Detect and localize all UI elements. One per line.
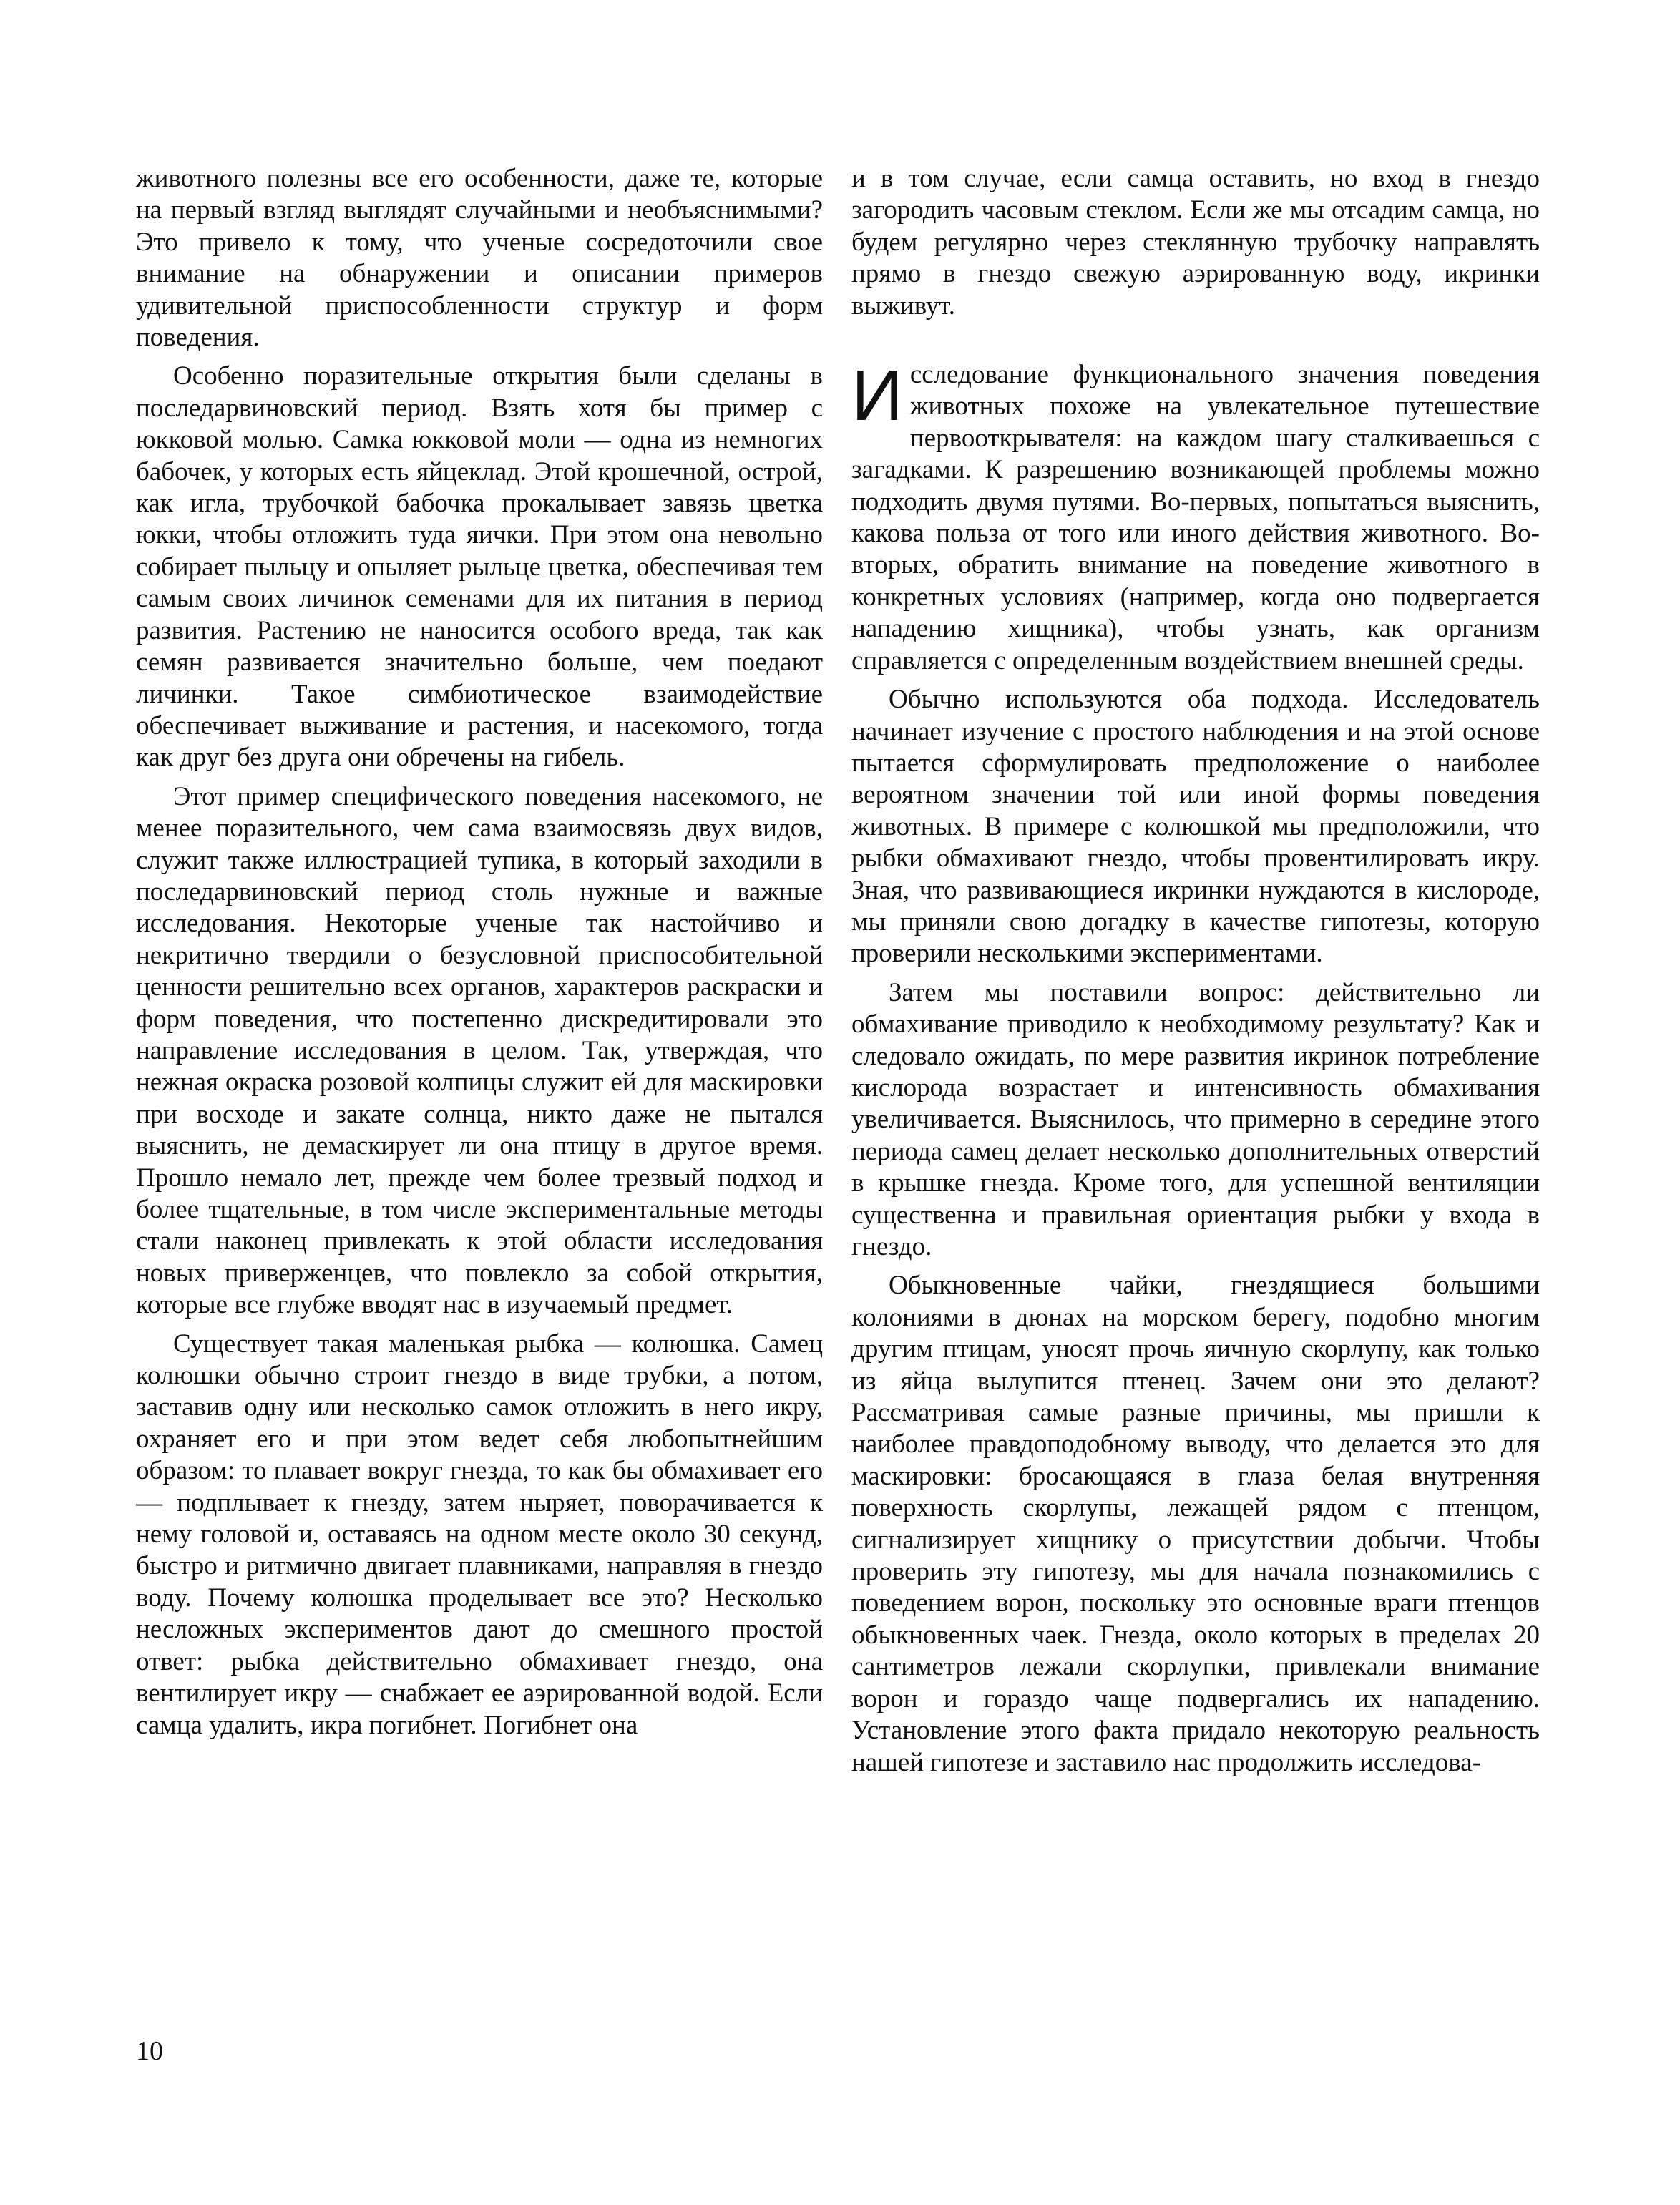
right-paragraph-1: Обычно используются оба подхода. Исследователь начинает изучение с простого наблюдения и на этой основе пытается сформулировать предположение о наиболее вероятном значении той или иной формы поведения животных. В примере с колюшкой мы предположили, что рыбки обмахивают гнездо, чтобы провентилировать икру. Зная, что развивающиеся икринки нуждаются в кислороде, мы приняли свою догадку в качестве гипотезы, которую проверили несколькими экспериментами. [851,685,1540,969]
section-start-text: сследование функционального значения поведения животных похоже на увлекательное путешествие первооткрывателя: на каждом шагу сталкиваешься с загадками. К разрешению возникающей проблемы можно подходить двумя путями. Во-первых, попытаться выяснить, какова польза от того или иного действия животного. Во-вторых, обратить внимание на поведение животного в конкретных условиях (например, когда оно подвергается нападению хищника), чтобы узнать, как организм справляется с определенным воздействием внешней среды. [851,360,1540,675]
left-paragraph-2: Особенно поразительные открытия были сделаны в последарвиновский период. Взять хотя бы пример с юкковой молью. Самка юкковой моли — одна из немногих бабочек, у которых есть яйцеклад. Этой крошечной, острой, как игла, трубочкой бабочка прокалывает завязь цветка юкки, чтобы отложить туда яички. При этом она невольно собирает пыльцу и опыляет рыльце цветка, обеспечивая тем самым своих личинок семенами для их питания в период развития. Растению не наносится особого вреда, так как семян развивается значительно больше, чем поедают личинки. Такое симбиотическое взаимодействие обеспечивает выживание и растения, и насекомого, тогда как друг без друга они обречены на гибель. [136,361,823,773]
page-number: 10 [136,2036,163,2066]
left-paragraph-4: Существует такая маленькая рыбка — колюшка. Самец колюшки обычно строит гнездо в виде трубки, а потом, заставив одну или несколько самок отложить в него икру, охраняет его и при этом ведет себя любопытнейшим образом: то плавает вокруг гнезда, то как бы обмахивает его — подплывает к гнезду, затем ныряет, поворачивается к нему головой и, оставаясь на одном месте около 30 секунд, быстро и ритмично двигает плавниками, направляя в гнездо воду. Почему колюшка проделывает все это? Несколько несложных экспериментов дают до смешного простой ответ: рыбка действительно обмахивает гнездо, она вентилирует икру — снабжает ее аэрированной водой. Если самца удалить, икра погибнет. Погибнет она [136,1329,823,1740]
right-continuation-paragraph: и в том случае, если самца оставить, но вход в гнездо загородить часовым стеклом. Если же мы отсадим самца, но будем регулярно через стеклянную трубочку направлять прямо в гнездо свежую аэрированную воду, икринки выживут. [851,164,1540,321]
right-column [851,163,1540,1786]
right-paragraph-2: Затем мы поставили вопрос: действительно ли обмахивание приводило к необходимому результату? Как и следовало ожидать, по мере развития икринок потребление кислорода возрастает и интенсивность обмахивания увеличивается. Выяснилось, что примерно в середине этого периода самец делает несколько дополнительных отверстий в крышке гнезда. Кроме того, для успешной вентиляции существенна и правильная ориентация рыбки у входа в гнездо. [851,977,1540,1261]
drop-cap: И [851,356,903,436]
left-paragraph-3: Этот пример специфического поведения насекомого, не менее поразительного, чем сама взаимосвязь двух видов, служит также иллюстрацией тупика, в который заходили в последарвиновский период столь нужные и важные исследования. Некоторые ученые так настойчиво и некритично твердили о безусловной приспособительной ценности решительно всех органов, характеров раскраски и форм поведения, что постепенно дискредитировали это направление исследования в целом. Так, утверждая, что нежная окраска розовой колпицы служит ей для маскировки при восходе и закате солнца, никто даже не пытался выяснить, не демаскирует ли она птицу в другое время. Прошло немало лет, прежде чем более трезвый подход и более тщательные, в том числе экспериментальные методы стали наконец привлекать к этой области исследования новых приверженцев, что повлекло за собой открытия, которые все глубже вводят нас в изучаемый предмет. [136,781,823,1320]
left-column [136,163,823,1749]
right-paragraph-3: Обыкновенные чайки, гнездящиеся большими колониями в дюнах на морском берегу, подобно многим другим птицам, уносят прочь яичную скорлупу, как только из яйца вылупится птенец. Зачем они это делают? Рассматривая самые разные причины, мы пришли к наиболее правдоподобному выводу, что делается это для маскировки: бросающаяся в глаза белая внутренняя поверхность скорлупы, лежащей рядом с птенцом, сигнализирует хищнику о присутствии добычи. Чтобы проверить эту гипотезу, мы для начала познакомились с поведением ворон, поскольку это основные враги птенцов обыкновенных чаек. Гнезда, около которых в пределах 20 сантиметров лежали скорлупки, привлекали внимание ворон и гораздо чаще подвергались их нападению. Установление этого факта придало некоторую реальность нашей гипотезе и заставило нас продолжить исследова- [851,1271,1540,1777]
left-paragraph-1: животного полезны все его особенности, даже те, которые на первый взгляд выглядят случайными и необъяснимыми? Это привело к тому, что ученые сосредоточили свое внимание на обнаружении и описании примеров удивительной приспособленности структур и форм поведения. [136,164,823,353]
section-start-paragraph [851,356,1540,677]
